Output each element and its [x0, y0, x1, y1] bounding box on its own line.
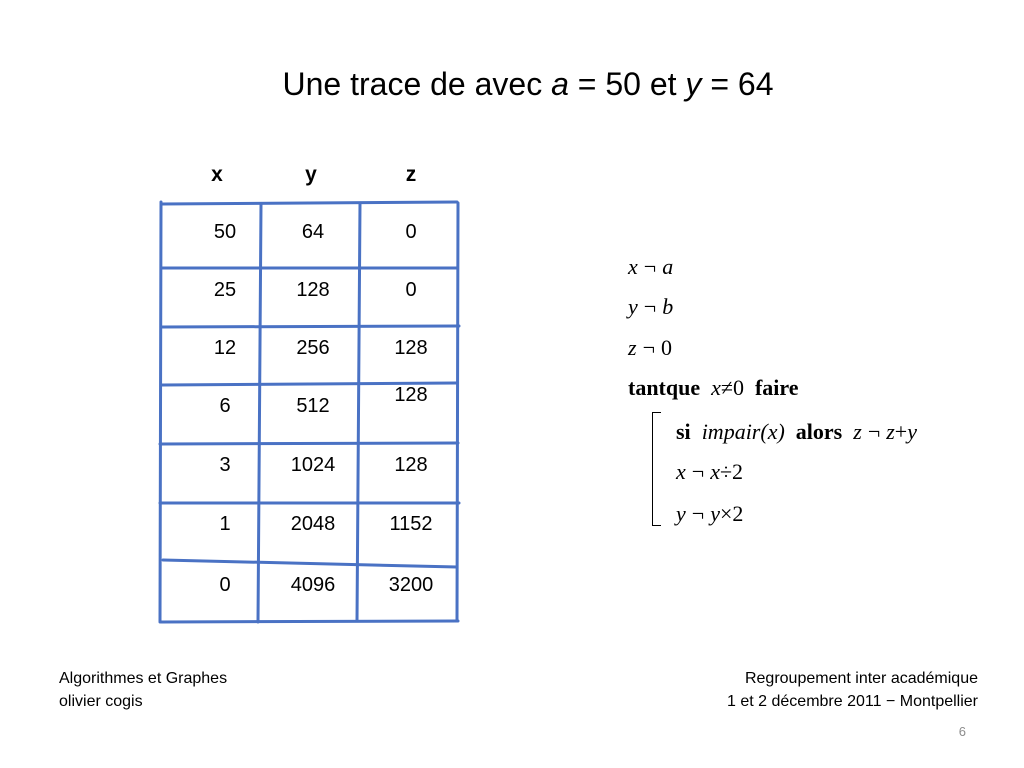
- table-cell-y: 256: [296, 337, 330, 359]
- column-header-x: x: [211, 163, 223, 186]
- table-cell-x: 12: [213, 337, 237, 359]
- page-number: 6: [958, 724, 966, 739]
- algo-line-while: tantque x≠0 faire: [628, 375, 799, 400]
- table-cell-y: 64: [301, 221, 325, 243]
- grid-line: [161, 202, 457, 204]
- table-cell-x: 3: [219, 454, 231, 476]
- footer-date: 1 et 2 décembre 2011 − Montpellier: [727, 693, 978, 710]
- grid-line: [160, 443, 458, 444]
- grid-line: [160, 202, 161, 622]
- column-header-y: y: [305, 163, 317, 186]
- table-cell-y: 128: [296, 279, 330, 301]
- loop-body-bracket: [652, 412, 661, 526]
- table-cell-z: 0: [405, 221, 417, 243]
- table-cell-x: 1: [219, 513, 231, 535]
- table-cell-z: 128: [394, 384, 428, 406]
- grid-line: [163, 560, 457, 567]
- footer-event: Regroupement inter académique: [744, 670, 978, 687]
- table-cell-z: 128: [394, 454, 428, 476]
- algo-line-if: si impair(x) alors z ¬ z+y: [676, 419, 917, 444]
- table-cell-x: 25: [213, 279, 237, 301]
- title-var-a: a: [551, 66, 569, 102]
- table-cell-x: 50: [213, 221, 237, 243]
- table-cell-z: 3200: [388, 574, 434, 596]
- footer-author: olivier cogis: [59, 693, 143, 710]
- algo-line-assign-y: y ¬ b: [628, 294, 674, 319]
- algo-line-assign-z: z ¬ 0: [628, 335, 672, 360]
- algo-line-double-y: y ¬ y×2: [676, 501, 744, 526]
- title-var-y: y: [685, 66, 702, 102]
- table-cell-x: 0: [219, 574, 231, 596]
- grid-line: [457, 203, 458, 621]
- table-cell-z: 0: [405, 279, 417, 301]
- table-cell-y: 512: [296, 395, 330, 417]
- table-cell-y: 1024: [290, 454, 336, 476]
- table-cell-y: 4096: [290, 574, 336, 596]
- table-cell-z: 128: [394, 337, 428, 359]
- title-prefix: Une trace de avec: [282, 66, 552, 102]
- footer-left: [59, 667, 227, 713]
- table-cell-x: 6: [219, 395, 231, 417]
- title-suffix: = 64: [701, 66, 774, 102]
- title-middle: = 50 et: [568, 66, 686, 102]
- table-cell-y: 2048: [290, 513, 336, 535]
- algo-line-assign-x: x ¬ a: [628, 254, 674, 279]
- grid-line: [161, 621, 458, 622]
- footer-course: Algorithmes et Graphes: [59, 670, 228, 687]
- algo-line-halve-x: x ¬ x÷2: [676, 459, 744, 484]
- table-cell-z: 1152: [389, 513, 433, 535]
- column-header-z: z: [405, 163, 417, 186]
- grid-line: [161, 326, 459, 327]
- footer-right: [727, 667, 978, 713]
